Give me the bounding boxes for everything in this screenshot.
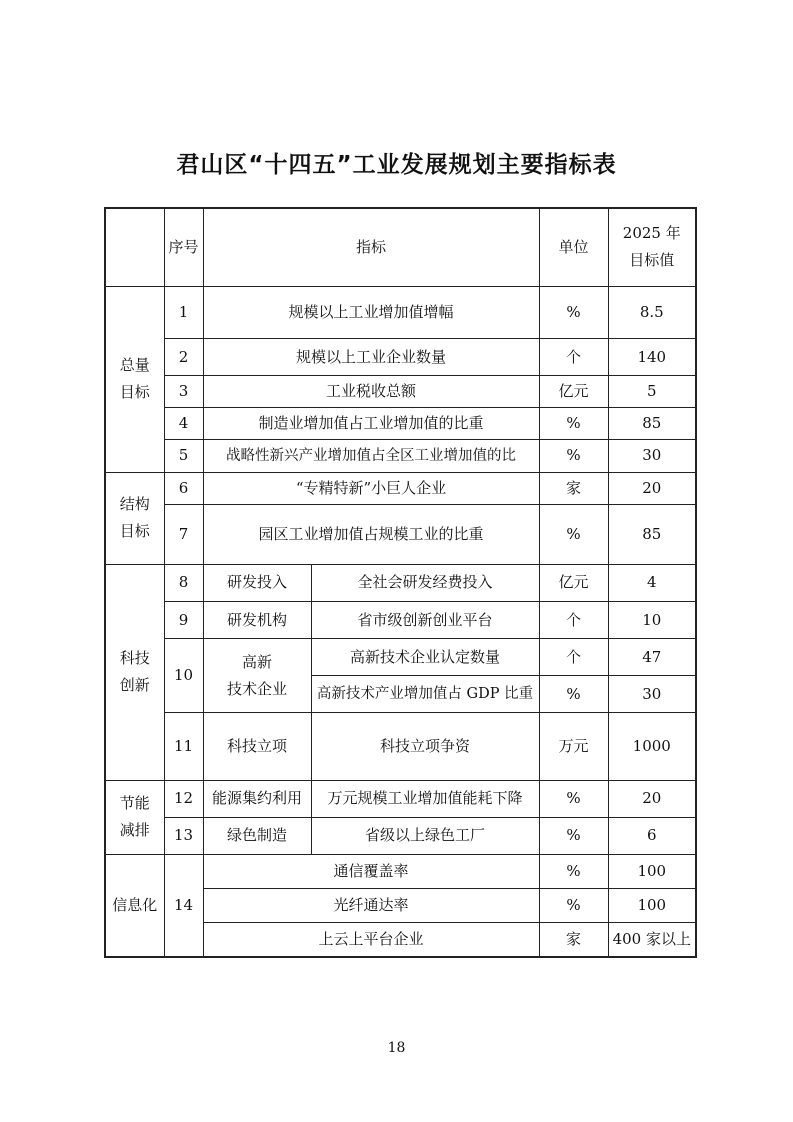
category-cell: 研发投入 xyxy=(203,564,311,601)
target-cell: 47 xyxy=(608,639,696,676)
unit-cell: 个 xyxy=(539,602,608,639)
table-row xyxy=(105,639,696,676)
seq-cell: 3 xyxy=(164,376,203,408)
unit-cell: % xyxy=(539,440,608,472)
page-number: 18 xyxy=(387,1040,406,1056)
seq-cell: 1 xyxy=(164,286,203,338)
table-row xyxy=(105,472,696,504)
group-label-energy: 节能 减排 xyxy=(105,780,164,854)
category-cell: 科技立项 xyxy=(203,713,311,780)
seq-cell: 2 xyxy=(164,339,203,376)
target-cell: 5 xyxy=(608,376,696,408)
table-row xyxy=(105,286,696,338)
target-cell: 8.5 xyxy=(608,286,696,338)
table-row xyxy=(105,564,696,601)
target-cell: 100 xyxy=(608,889,696,923)
seq-cell: 6 xyxy=(164,472,203,504)
unit-cell: 家 xyxy=(539,923,608,957)
table-header-row xyxy=(105,208,696,286)
indicator-cell: “专精特新”小巨人企业 xyxy=(203,472,539,504)
table-row xyxy=(105,817,696,854)
group-label-tech: 科技 创新 xyxy=(105,564,164,780)
indicator-cell: 全社会研发经费投入 xyxy=(311,564,539,601)
indicator-table xyxy=(104,207,697,958)
table-row xyxy=(105,376,696,408)
seq-cell: 4 xyxy=(164,408,203,440)
seq-cell: 12 xyxy=(164,780,203,817)
indicator-cell: 规模以上工业增加值增幅 xyxy=(203,286,539,338)
indicator-cell: 通信覆盖率 xyxy=(203,855,539,889)
table-row xyxy=(105,408,696,440)
indicator-cell: 高新技术产业增加值占 GDP 比重 xyxy=(311,676,539,713)
indicator-cell: 园区工业增加值占规模工业的比重 xyxy=(203,504,539,564)
group-label-total: 总量 目标 xyxy=(105,286,164,472)
seq-cell: 9 xyxy=(164,602,203,639)
unit-cell: 个 xyxy=(539,639,608,676)
indicator-cell: 高新技术企业认定数量 xyxy=(311,639,539,676)
target-cell: 20 xyxy=(608,472,696,504)
indicator-cell: 战略性新兴产业增加值占全区工业增加值的比 xyxy=(203,440,539,472)
category-cell: 研发机构 xyxy=(203,602,311,639)
seq-cell: 11 xyxy=(164,713,203,780)
target-cell: 30 xyxy=(608,676,696,713)
table-row xyxy=(105,339,696,376)
unit-cell: % xyxy=(539,408,608,440)
target-cell: 400 家以上 xyxy=(608,923,696,957)
category-cell: 高新 技术企业 xyxy=(203,639,311,713)
target-cell: 1000 xyxy=(608,713,696,780)
category-cell: 绿色制造 xyxy=(203,817,311,854)
header-unit: 单位 xyxy=(539,208,608,286)
unit-cell: % xyxy=(539,817,608,854)
unit-cell: % xyxy=(539,855,608,889)
seq-cell: 13 xyxy=(164,817,203,854)
seq-cell: 7 xyxy=(164,504,203,564)
unit-cell: % xyxy=(539,780,608,817)
seq-cell: 14 xyxy=(164,855,203,958)
unit-cell: 家 xyxy=(539,472,608,504)
page-title: 君山区“十四五”工业发展规划主要指标表 xyxy=(176,152,617,178)
target-cell: 4 xyxy=(608,564,696,601)
indicator-cell: 制造业增加值占工业增加值的比重 xyxy=(203,408,539,440)
header-indicator: 指标 xyxy=(203,208,539,286)
seq-cell: 5 xyxy=(164,440,203,472)
target-cell: 30 xyxy=(608,440,696,472)
target-cell: 85 xyxy=(608,504,696,564)
indicator-cell: 万元规模工业增加值能耗下降 xyxy=(311,780,539,817)
indicator-cell: 科技立项争资 xyxy=(311,713,539,780)
seq-cell: 10 xyxy=(164,639,203,713)
target-cell: 10 xyxy=(608,602,696,639)
unit-cell: % xyxy=(539,889,608,923)
unit-cell: % xyxy=(539,504,608,564)
table-row xyxy=(105,440,696,472)
unit-cell: 个 xyxy=(539,339,608,376)
group-label-info: 信息化 xyxy=(105,855,164,958)
indicator-cell: 省市级创新创业平台 xyxy=(311,602,539,639)
target-cell: 20 xyxy=(608,780,696,817)
table-row xyxy=(105,780,696,817)
indicator-cell: 上云上平台企业 xyxy=(203,923,539,957)
indicator-cell: 规模以上工业企业数量 xyxy=(203,339,539,376)
indicator-cell: 省级以上绿色工厂 xyxy=(311,817,539,854)
header-seq: 序号 xyxy=(164,208,203,286)
header-group-cell xyxy=(105,208,164,286)
unit-cell: % xyxy=(539,286,608,338)
indicator-cell: 光纤通达率 xyxy=(203,889,539,923)
unit-cell: 亿元 xyxy=(539,376,608,408)
table-row xyxy=(105,713,696,780)
table-row xyxy=(105,855,696,889)
unit-cell: % xyxy=(539,676,608,713)
group-label-structure: 结构 目标 xyxy=(105,472,164,564)
target-cell: 85 xyxy=(608,408,696,440)
indicator-cell: 工业税收总额 xyxy=(203,376,539,408)
table-row xyxy=(105,602,696,639)
seq-cell: 8 xyxy=(164,564,203,601)
target-cell: 140 xyxy=(608,339,696,376)
unit-cell: 亿元 xyxy=(539,564,608,601)
target-cell: 100 xyxy=(608,855,696,889)
target-cell: 6 xyxy=(608,817,696,854)
category-cell: 能源集约利用 xyxy=(203,780,311,817)
header-target: 2025 年 目标值 xyxy=(608,208,696,286)
unit-cell: 万元 xyxy=(539,713,608,780)
table-row xyxy=(105,504,696,564)
